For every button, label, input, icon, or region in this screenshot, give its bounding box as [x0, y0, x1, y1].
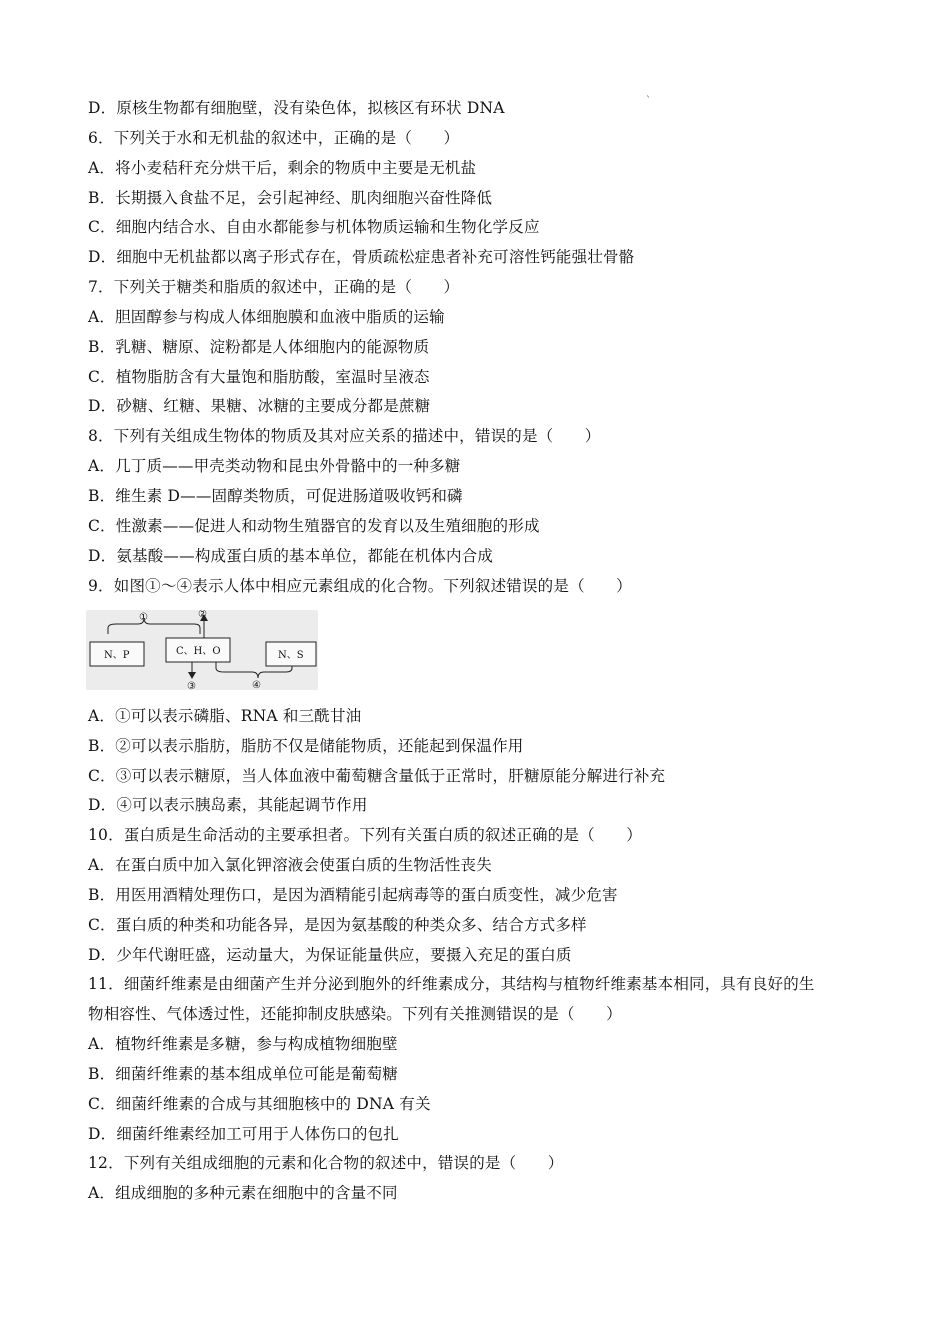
- option-d-q11: D．细菌纤维素经加工可用于人体伤口的包扎: [88, 1125, 399, 1143]
- option-b-q6: B．长期摄入食盐不足，会引起神经、肌肉细胞兴奋性降低: [88, 189, 493, 207]
- option-d-q5: D．原核生物都有细胞壁，没有染色体，拟核区有环状 DNA: [88, 99, 505, 117]
- question-10: 10．蛋白质是生命活动的主要承担者。下列有关蛋白质的叙述正确的是（ ）: [88, 826, 642, 844]
- option-d-q8: D．氨基酸——构成蛋白质的基本单位，都能在机体内合成: [88, 547, 494, 565]
- label-1: ①: [139, 612, 148, 623]
- option-a-q9: A．①可以表示磷脂、RNA 和三酰甘油: [88, 707, 362, 725]
- option-c-q11: C．细菌纤维素的合成与其细胞核中的 DNA 有关: [88, 1095, 431, 1113]
- option-b-q7: B．乳糖、糖原、淀粉都是人体细胞内的能源物质: [88, 338, 430, 356]
- option-a-q8: A．几丁质——甲壳类动物和昆虫外骨骼中的一种多糖: [88, 457, 461, 475]
- option-b-q8: B．维生素 D——固醇类物质，可促进肠道吸收钙和磷: [88, 487, 463, 505]
- option-a-q11: A．植物纤维素是多糖，参与构成植物细胞壁: [88, 1035, 398, 1053]
- option-c-q9: C．③可以表示糖原，当人体血液中葡萄糖含量低于正常时，肝糖原能分解进行补充: [88, 767, 666, 785]
- option-c-q10: C．蛋白质的种类和功能各异，是因为氨基酸的种类众多、结合方式多样: [88, 916, 587, 934]
- option-b-q11: B．细菌纤维素的基本组成单位可能是葡萄糖: [88, 1065, 398, 1083]
- element-compound-diagram: [86, 610, 318, 690]
- question-7: 7．下列关于糖类和脂质的叙述中，正确的是（ ）: [88, 278, 460, 296]
- question-6: 6．下列关于水和无机盐的叙述中，正确的是（ ）: [88, 129, 460, 147]
- option-c-q7: C．植物脂肪含有大量饱和脂肪酸，室温时呈液态: [88, 368, 430, 386]
- option-d-q7: D．砂糖、红糖、果糖、冰糖的主要成分都是蔗糖: [88, 397, 431, 415]
- option-a-q10: A．在蛋白质中加入氯化钾溶液会使蛋白质的生物活性丧失: [88, 856, 492, 874]
- option-d-q6: D．细胞中无机盐都以离子形式存在，骨质疏松症患者补充可溶性钙能强壮骨骼: [88, 248, 635, 266]
- option-c-q6: C．细胞内结合水、自由水都能参与机体物质运输和生物化学反应: [88, 218, 540, 236]
- option-b-q9: B．②可以表示脂肪，脂肪不仅是储能物质，还能起到保温作用: [88, 737, 524, 755]
- question-9: 9．如图①～④表示人体中相应元素组成的化合物。下列叙述错误的是（ ）: [88, 577, 632, 595]
- question-12: 12．下列有关组成细胞的元素和化合物的叙述中，错误的是（ ）: [88, 1154, 564, 1172]
- stray-mark: `: [646, 96, 651, 107]
- option-a-q7: A．胆固醇参与构成人体细胞膜和血液中脂质的运输: [88, 308, 445, 326]
- option-a-q6: A．将小麦秸秆充分烘干后，剩余的物质中主要是无机盐: [88, 159, 477, 177]
- label-4: ④: [252, 680, 261, 690]
- box-cho: C、H、O: [176, 646, 221, 657]
- label-2: ②: [198, 610, 207, 620]
- question-11-line-2: 物相容性、气体透过性，还能抑制皮肤感染。下列有关推测错误的是（ ）: [88, 1005, 622, 1023]
- option-b-q10: B．用医用酒精处理伤口，是因为酒精能引起病毒等的蛋白质变性，减少危害: [88, 886, 618, 904]
- question-11-line-1: 11．细菌纤维素是由细菌产生并分泌到胞外的纤维素成分，其结构与植物纤维素基本相同，具有良好的生: [88, 975, 815, 993]
- option-d-q10: D．少年代谢旺盛，运动量大，为保证能量供应，要摄入充足的蛋白质: [88, 946, 572, 964]
- box-ns: N、S: [278, 650, 304, 661]
- option-a-q12: A．组成细胞的多种元素在细胞中的含量不同: [88, 1184, 398, 1202]
- option-d-q9: D．④可以表示胰岛素，其能起调节作用: [88, 796, 368, 814]
- option-c-q8: C．性激素——促进人和动物生殖器官的发育以及生殖细胞的形成: [88, 517, 540, 535]
- label-3: ③: [187, 681, 196, 690]
- question-8: 8．下列有关组成生物体的物质及其对应关系的描述中，错误的是（ ）: [88, 427, 601, 445]
- box-np: N、P: [104, 650, 130, 661]
